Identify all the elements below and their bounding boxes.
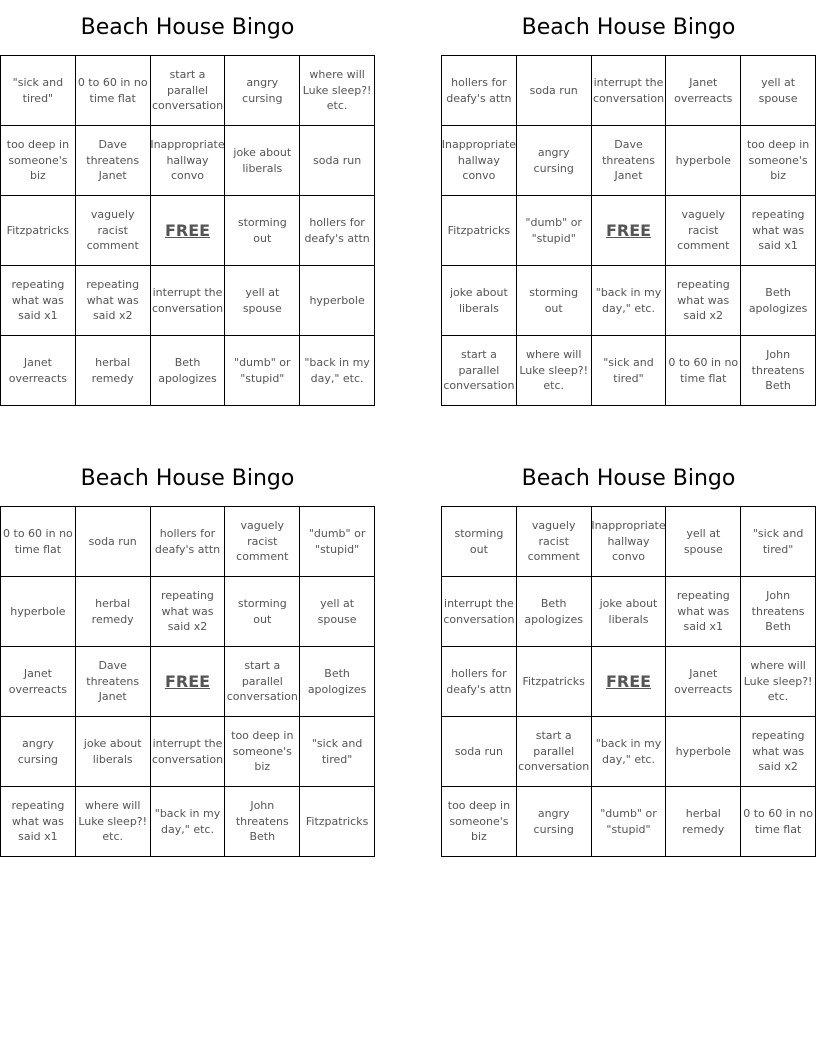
bingo-cell: storming out (517, 266, 592, 336)
bingo-cell: start a parallel conversation (442, 336, 517, 406)
bingo-cell: yell at spouse (666, 507, 741, 577)
bingo-cell: hyperbole (666, 126, 741, 196)
bingo-cell: "sick and tired" (300, 717, 375, 787)
card-title: Beach House Bingo (521, 15, 736, 40)
bingo-cell: soda run (517, 56, 592, 126)
bingo-cell: yell at spouse (300, 577, 375, 647)
bingo-cell: John threatens Beth (741, 577, 816, 647)
bingo-cell: "dumb" or "stupid" (225, 336, 300, 406)
bingo-cell: storming out (442, 507, 517, 577)
bingo-cell: John threatens Beth (741, 336, 816, 406)
bingo-cell: "dumb" or "stupid" (300, 507, 375, 577)
bingo-cell: "sick and tired" (1, 56, 76, 126)
bingo-cell: Inappropriate hallway convo (592, 507, 667, 577)
bingo-cell: vaguely racist comment (225, 507, 300, 577)
bingo-cell: interrupt the conversation (442, 577, 517, 647)
bingo-cell: "back in my day," etc. (300, 336, 375, 406)
bingo-cell: too deep in someone's biz (1, 126, 76, 196)
bingo-cell: "dumb" or "stupid" (592, 787, 667, 857)
bingo-cell: joke about liberals (442, 266, 517, 336)
bingo-cell: yell at spouse (741, 56, 816, 126)
bingo-cell: joke about liberals (592, 577, 667, 647)
bingo-cell: Inappropriate hallway convo (442, 126, 517, 196)
bingo-cell: repeating what was said x2 (76, 266, 151, 336)
bingo-cell: joke about liberals (76, 717, 151, 787)
bingo-cell: where will Luke sleep?! etc. (300, 56, 375, 126)
bingo-cell: hyperbole (300, 266, 375, 336)
bingo-cell: joke about liberals (225, 126, 300, 196)
bingo-cell: Janet overreacts (666, 647, 741, 717)
bingo-cell: Beth apologizes (517, 577, 592, 647)
bingo-cell: angry cursing (1, 717, 76, 787)
card-title: Beach House Bingo (80, 466, 295, 491)
bingo-cell: Janet overreacts (1, 647, 76, 717)
bingo-cell: angry cursing (517, 126, 592, 196)
bingo-cell: soda run (76, 507, 151, 577)
bingo-cell: repeating what was said x1 (741, 196, 816, 266)
bingo-cell: storming out (225, 577, 300, 647)
bingo-cell: John threatens Beth (225, 787, 300, 857)
bingo-cell: repeating what was said x2 (666, 266, 741, 336)
card-title: Beach House Bingo (80, 15, 295, 40)
bingo-cell: Fitzpatricks (442, 196, 517, 266)
bingo-cell: yell at spouse (225, 266, 300, 336)
bingo-cell: vaguely racist comment (76, 196, 151, 266)
bingo-cell: where will Luke sleep?! etc. (517, 336, 592, 406)
bingo-cell: "dumb" or "stupid" (517, 196, 592, 266)
bingo-cell: Beth apologizes (151, 336, 226, 406)
bingo-grid (0, 506, 375, 857)
bingo-cell: Fitzpatricks (300, 787, 375, 857)
bingo-cell: interrupt the conversation (592, 56, 667, 126)
bingo-cell: hollers for deafy's attn (442, 647, 517, 717)
bingo-cell: 0 to 60 in no time flat (741, 787, 816, 857)
bingo-cell: 0 to 60 in no time flat (76, 56, 151, 126)
bingo-cell: hyperbole (666, 717, 741, 787)
bingo-cell: hyperbole (1, 577, 76, 647)
bingo-cell: start a parallel conversation (225, 647, 300, 717)
bingo-cell: where will Luke sleep?! etc. (76, 787, 151, 857)
bingo-cell: Dave threatens Janet (76, 647, 151, 717)
bingo-card (0, 463, 375, 844)
bingo-cell: herbal remedy (76, 577, 151, 647)
bingo-cell: Inappropriate hallway convo (151, 126, 226, 196)
bingo-cell: hollers for deafy's attn (151, 507, 226, 577)
bingo-cell: Janet overreacts (666, 56, 741, 126)
bingo-card (441, 12, 816, 393)
bingo-cell: 0 to 60 in no time flat (1, 507, 76, 577)
bingo-cell: Fitzpatricks (1, 196, 76, 266)
bingo-cell: Beth apologizes (741, 266, 816, 336)
bingo-cell: start a parallel conversation (517, 717, 592, 787)
bingo-cell: "sick and tired" (592, 336, 667, 406)
bingo-card (441, 463, 816, 844)
bingo-cell: angry cursing (517, 787, 592, 857)
bingo-cell: vaguely racist comment (517, 507, 592, 577)
bingo-cell: Janet overreacts (1, 336, 76, 406)
bingo-cell: repeating what was said x1 (1, 787, 76, 857)
bingo-cell: start a parallel conversation (151, 56, 226, 126)
bingo-cell: "back in my day," etc. (592, 266, 667, 336)
bingo-cell: repeating what was said x1 (1, 266, 76, 336)
bingo-cell: vaguely racist comment (666, 196, 741, 266)
bingo-cell: too deep in someone's biz (741, 126, 816, 196)
card-title: Beach House Bingo (521, 466, 736, 491)
bingo-cell: "back in my day," etc. (592, 717, 667, 787)
bingo-cell: repeating what was said x1 (666, 577, 741, 647)
free-space: FREE (151, 647, 226, 717)
bingo-grid (0, 55, 375, 406)
bingo-cell: Dave threatens Janet (592, 126, 667, 196)
bingo-cell: where will Luke sleep?! etc. (741, 647, 816, 717)
bingo-cell: Fitzpatricks (517, 647, 592, 717)
bingo-cell: repeating what was said x2 (151, 577, 226, 647)
bingo-cell: soda run (300, 126, 375, 196)
bingo-cell: 0 to 60 in no time flat (666, 336, 741, 406)
bingo-cell: Dave threatens Janet (76, 126, 151, 196)
free-space: FREE (151, 196, 226, 266)
bingo-cell: "sick and tired" (741, 507, 816, 577)
bingo-cell: interrupt the conversation (151, 717, 226, 787)
bingo-cell: angry cursing (225, 56, 300, 126)
bingo-cell: storming out (225, 196, 300, 266)
free-space: FREE (592, 196, 667, 266)
bingo-cell: hollers for deafy's attn (442, 56, 517, 126)
bingo-cell: herbal remedy (666, 787, 741, 857)
bingo-cell: hollers for deafy's attn (300, 196, 375, 266)
bingo-cell: soda run (442, 717, 517, 787)
bingo-grid (441, 506, 816, 857)
bingo-cell: too deep in someone's biz (225, 717, 300, 787)
bingo-cell: Beth apologizes (300, 647, 375, 717)
bingo-grid (441, 55, 816, 406)
bingo-cell: too deep in someone's biz (442, 787, 517, 857)
free-space: FREE (592, 647, 667, 717)
bingo-cell: herbal remedy (76, 336, 151, 406)
bingo-cell: interrupt the conversation (151, 266, 226, 336)
bingo-cell: repeating what was said x2 (741, 717, 816, 787)
bingo-cell: "back in my day," etc. (151, 787, 226, 857)
bingo-card (0, 12, 375, 385)
